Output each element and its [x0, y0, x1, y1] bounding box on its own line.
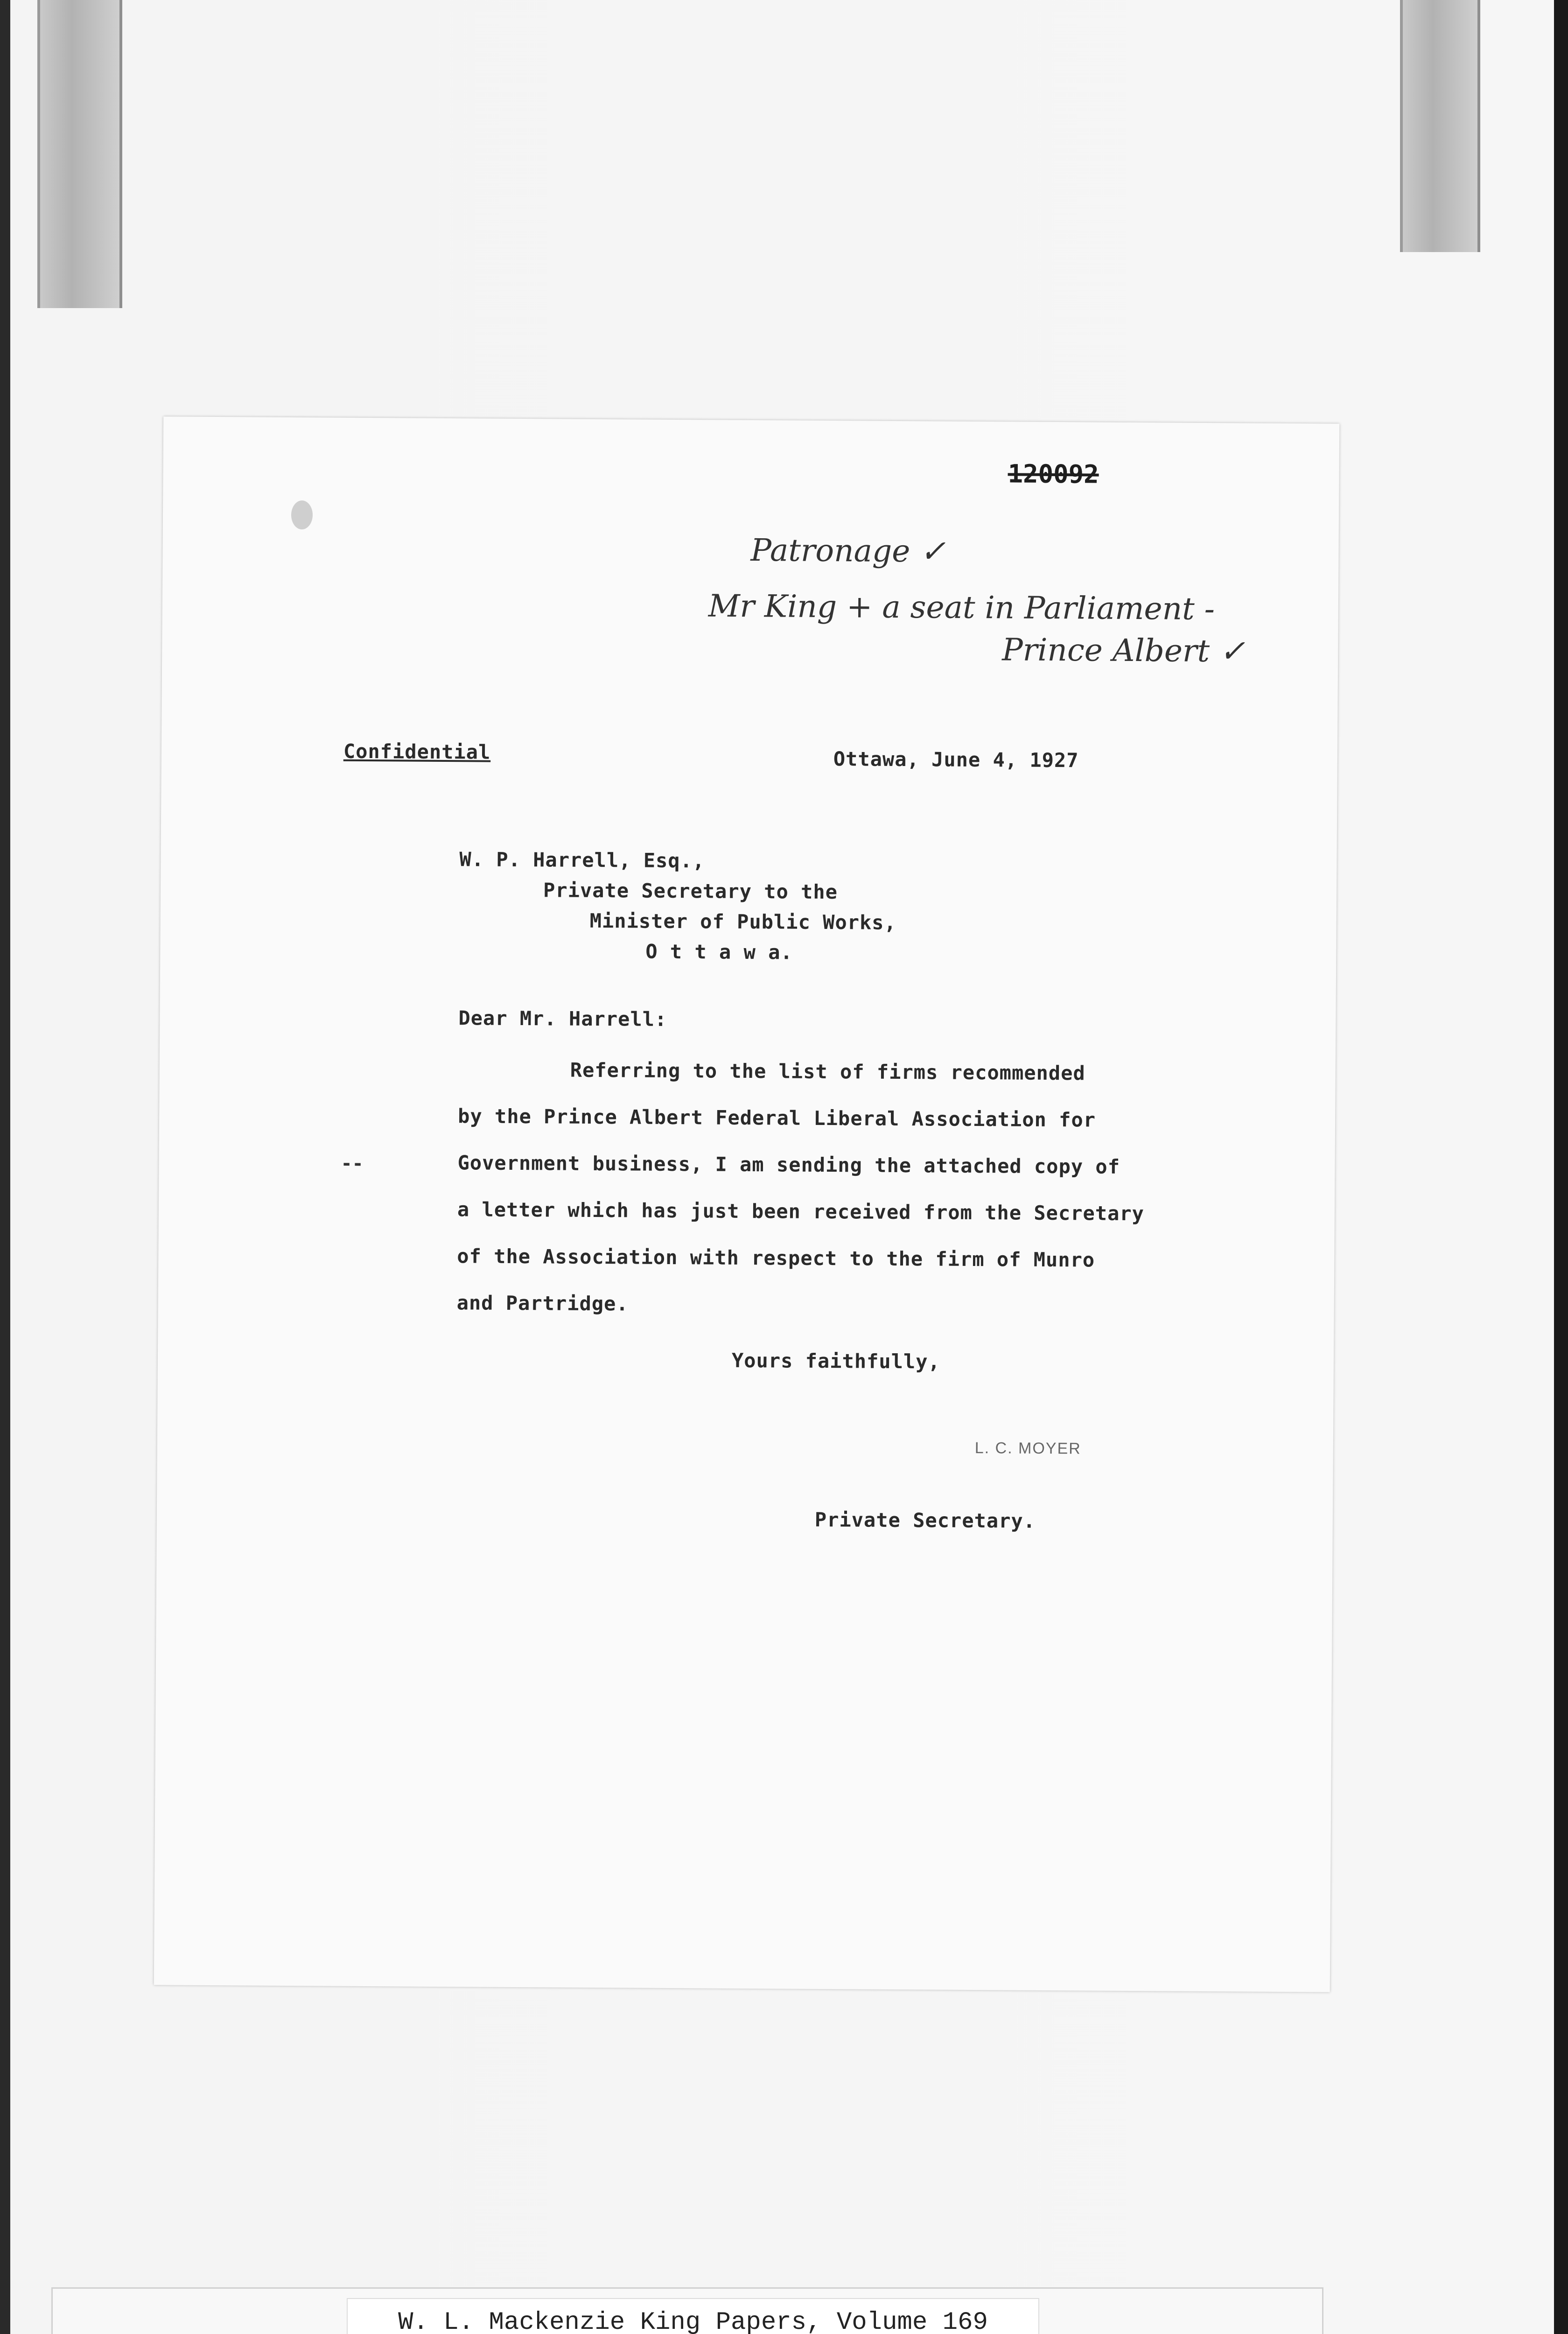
body-line-5: of the Association with respect to the firm of Munro	[457, 1244, 1095, 1272]
margin-mark: --	[341, 1153, 364, 1174]
body-line-3: Government business, I am sending the attached copy of	[457, 1151, 1120, 1178]
handwritten-note-1: Patronage ✓	[750, 532, 946, 569]
confidential-label: Confidential	[343, 739, 491, 764]
salutation: Dear Mr. Harrell:	[458, 1006, 667, 1031]
handwritten-note-2: Mr King + a seat in Parliament -	[708, 588, 1215, 627]
document-number: 120092	[1008, 459, 1099, 489]
signature-stamp: L. C. MOYER	[974, 1439, 1081, 1458]
archive-card	[51, 2287, 1323, 2334]
closing: Yours faithfully,	[731, 1349, 940, 1373]
body-line-2: by the Prince Albert Federal Liberal Association for	[457, 1104, 1096, 1132]
collection-caption: W. L. Mackenzie King Papers, Volume 169	[347, 2298, 1039, 2334]
punch-hole	[291, 500, 313, 529]
recipient-line-3: Minister of Public Works,	[589, 909, 896, 934]
letter-page	[154, 416, 1339, 1992]
body-line-6: and Partridge.	[456, 1291, 629, 1315]
signer-title: Private Secretary.	[814, 1508, 1036, 1533]
body-line-1: Referring to the list of firms recommended	[570, 1058, 1085, 1085]
tape-strip-top-left	[37, 0, 122, 308]
recipient-line-2: Private Secretary to the	[543, 879, 838, 904]
recipient-line-1: W. P. Harrell, Esq.,	[459, 848, 705, 872]
body-line-4: a letter which has just been received from the Secretary	[457, 1198, 1145, 1225]
tape-strip-top-right	[1400, 0, 1480, 252]
recipient-line-4: O t t a w a.	[645, 940, 793, 964]
handwritten-note-3: Prince Albert ✓	[1002, 632, 1246, 669]
place-date: Ottawa, June 4, 1927	[833, 747, 1079, 772]
